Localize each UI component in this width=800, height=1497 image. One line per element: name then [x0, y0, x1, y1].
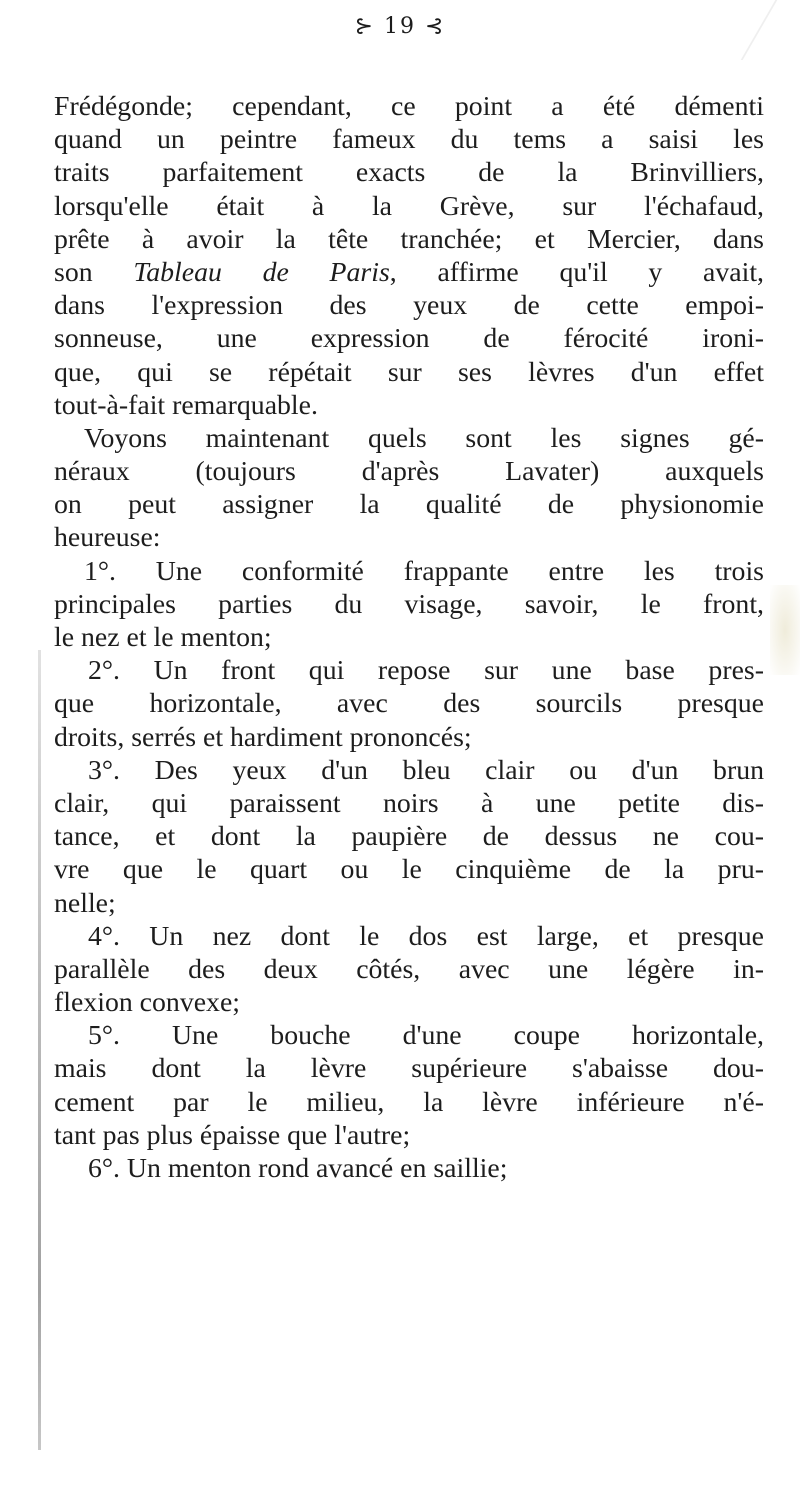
text-line: principales parties du visage, savoir, le front, [54, 588, 764, 620]
list-item-line: 3°. Des yeux d'un bleu clair ou d'un brun [88, 754, 764, 786]
text-line: Voyons maintenant quels sont les signes gé- [84, 422, 764, 454]
text-fragment: , affirme qu'il y avait, [389, 256, 764, 288]
text-line: dans l'expression des yeux de cette empoi- [54, 290, 764, 322]
text-line: prête à avoir la tête tranchée; et Mercier, dans [54, 223, 764, 255]
text-line: Frédégonde; cependant, ce point a été démenti [54, 91, 764, 122]
body-text [54, 90, 764, 1185]
text-line: tout-à-fait remarquable. [54, 389, 318, 421]
book-title-italic: Tableau de Paris [133, 256, 390, 288]
paper-stain [770, 585, 800, 675]
text-line: que, qui se répétait sur ses lèvres d'un effet [54, 356, 764, 388]
list-item-line: 1°. Une conformité frappante entre les trois [84, 555, 764, 587]
list-item-line: 6°. Un menton rond avancé en saillie; [88, 1153, 508, 1184]
text-line: le nez et le menton; [54, 622, 272, 653]
text-line: mais dont la lèvre supérieure s'abaisse dou- [54, 1053, 764, 1085]
text-line: flexion convexe; [54, 987, 241, 1019]
list-item-line: 5°. Une bouche d'une coupe horizontale, [88, 1020, 764, 1052]
text-line: traits parfaitement exacts de la Brinvilliers, [54, 157, 764, 189]
text-line: quand un peintre fameux du tems a saisi les [54, 124, 764, 156]
list-item-line: 4°. Un nez dont le dos est large, et presque [88, 920, 764, 952]
text-line: tant pas plus épaisse que l'autre; [54, 1119, 411, 1151]
text-line: lorsqu'elle était à la Grève, sur l'échafaud, [54, 190, 764, 222]
text-line: on peut assigner la qualité de physionomie [54, 489, 764, 521]
page-number-header: ⊱ 19 ⊰ [354, 14, 446, 39]
text-line: vre que le quart ou le cinquième de la pru- [54, 854, 764, 886]
text-line: parallèle des deux côtés, avec une légère in- [54, 953, 764, 985]
text-line: droits, serrés et hardiment prononcés; [54, 721, 472, 753]
text-line: nelle; [54, 887, 116, 919]
text-line: que horizontale, avec des sourcils presque [54, 688, 764, 720]
text-line: cement par le milieu, la lèvre inférieure n'é- [54, 1086, 764, 1118]
text-line: clair, qui paraissent noirs à une petite dis- [54, 787, 764, 819]
text-line: heureuse: [54, 522, 161, 554]
text-line: sonneuse, une expression de férocité ironi- [54, 323, 764, 355]
text-line: néraux (toujours d'après Lavater) auxquels [54, 456, 764, 488]
text-line-with-title [54, 256, 764, 289]
text-fragment: son [54, 256, 134, 288]
binding-edge-shadow [38, 650, 41, 1450]
list-item-line: 2°. Un front qui repose sur une base pres- [88, 655, 764, 687]
text-line: tance, et dont la paupière de dessus ne cou- [54, 821, 764, 853]
